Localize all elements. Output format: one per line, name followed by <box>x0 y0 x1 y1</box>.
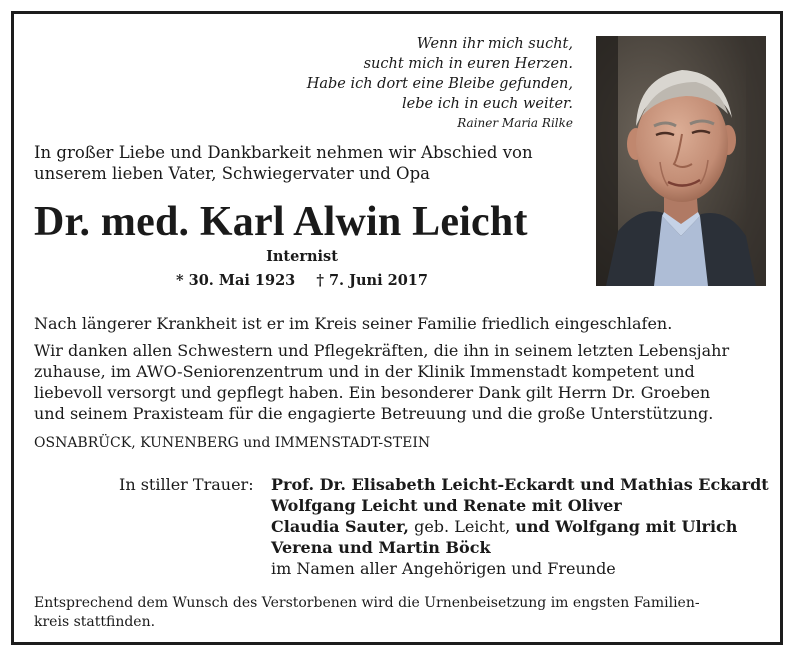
deceased-profession: Internist <box>266 248 338 265</box>
mourner-line: Verena und Martin Böck <box>271 538 491 557</box>
deceased-name: Dr. med. Karl Alwin Leicht <box>34 199 528 245</box>
poem-line: lebe ich in euch weiter. <box>402 96 573 112</box>
thanks-line: liebevoll versorgt und gepflegt haben. Ein besonderer Dank gilt Herrn Dr. Groeben <box>34 383 711 402</box>
mourner-line: im Namen aller Angehörigen und Freunde <box>271 559 616 578</box>
burial-note-line: Entsprechend dem Wunsch des Verstorbenen wird die Urnenbeisetzung im engsten Familien- <box>34 595 700 611</box>
mourners-label: In stiller Trauer: <box>119 475 254 494</box>
intro-line: In großer Liebe und Dankbarkeit nehmen wir Abschied von <box>34 143 533 162</box>
mourners-list <box>271 474 769 579</box>
mourner-name: Claudia Sauter, <box>271 517 409 536</box>
poem-author: Rainer Maria Rilke <box>457 116 573 130</box>
thanks-paragraph <box>34 340 774 424</box>
burial-note-line: kreis stattfinden. <box>34 614 156 630</box>
portrait-photo <box>596 36 766 286</box>
poem-line: Habe ich dort eine Bleibe gefunden, <box>306 76 573 92</box>
poem-line: Wenn ihr mich sucht, <box>416 36 573 52</box>
poem-line: sucht mich in euren Herzen. <box>363 56 573 72</box>
passing-statement: Nach längerer Krankheit ist er im Kreis seiner Familie friedlich eingeschlafen. <box>34 314 673 333</box>
mourner-line: Prof. Dr. Elisabeth Leicht-Eckardt und Mathias Eckardt <box>271 475 769 494</box>
mourner-name: und Wolfgang mit Ulrich <box>515 517 738 536</box>
intro-text <box>34 142 594 184</box>
burial-note <box>34 594 774 632</box>
intro-line: unserem lieben Vater, Schwiegervater und Opa <box>34 164 430 183</box>
maiden-name-note: geb. Leicht, <box>408 517 516 536</box>
mourner-line <box>271 516 769 537</box>
thanks-line: zuhause, im AWO-Seniorenzentrum und in der Klinik Immenstadt kompetent und <box>34 362 695 381</box>
life-dates <box>34 271 570 291</box>
thanks-line: Wir danken allen Schwestern und Pflegekräften, die ihn in seinem letzten Lebensjahr <box>34 341 730 360</box>
memorial-poem <box>307 34 573 132</box>
places-line: OSNABRÜCK, KUNENBERG und IMMENSTADT-STEIN <box>34 435 431 451</box>
birth-date: * 30. Mai 1923 <box>175 272 296 289</box>
mourner-line: Wolfgang Leicht und Renate mit Oliver <box>271 496 622 515</box>
death-date: † 7. Juni 2017 <box>316 272 428 289</box>
thanks-line: und seinem Praxisteam für die engagierte Betreuung und die große Unterstützung. <box>34 404 714 423</box>
